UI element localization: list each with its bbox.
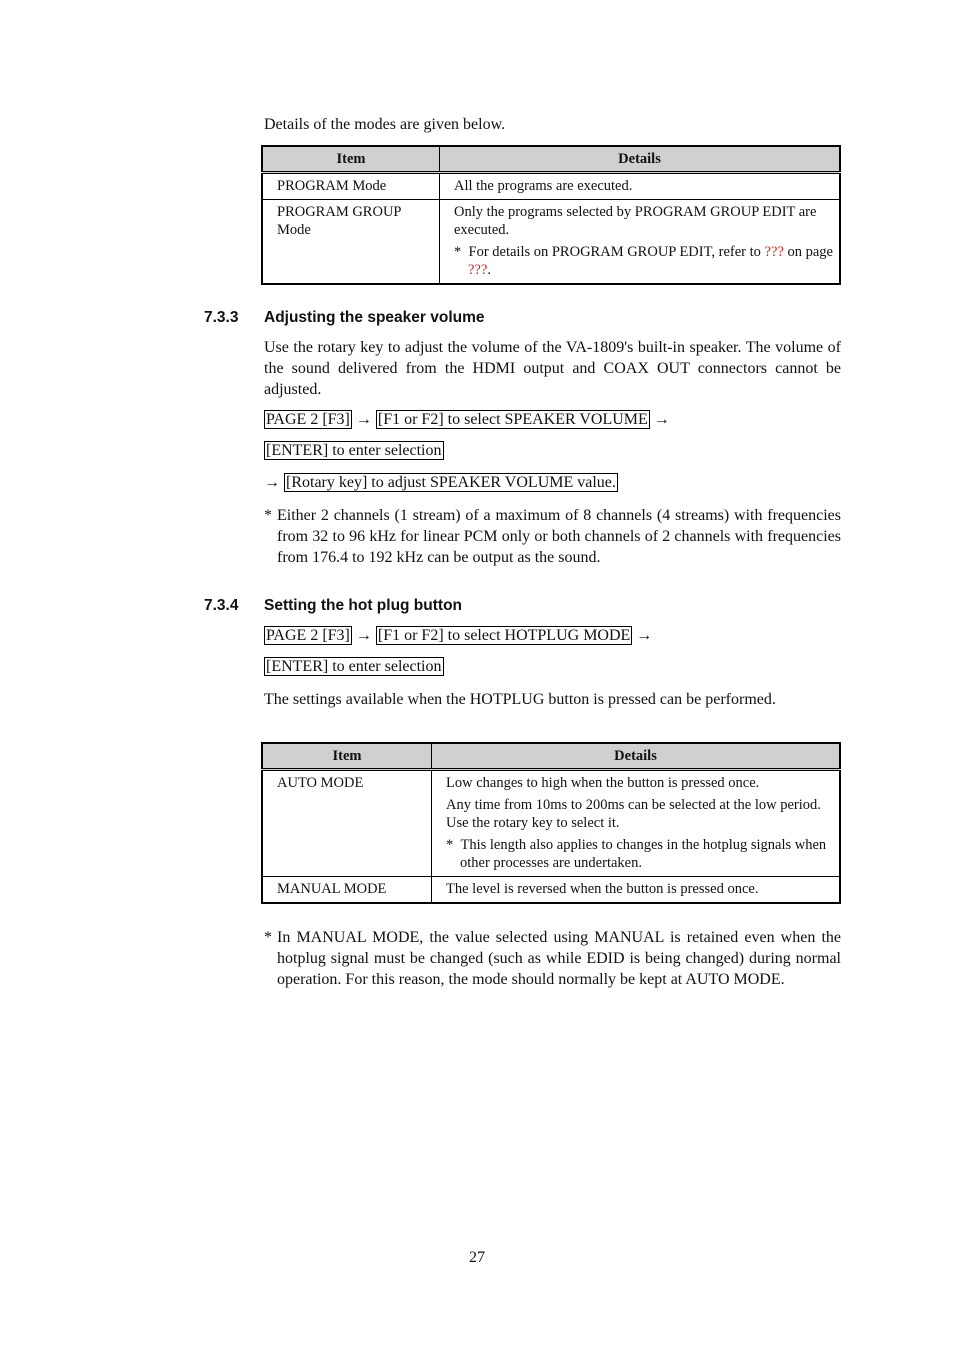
key-box: PAGE 2 [F3] — [266, 411, 350, 428]
detail-line: Low changes to high when the button is pressed once. — [446, 775, 760, 791]
note-star: * — [446, 837, 454, 853]
missing-ref: ??? — [764, 244, 784, 260]
section-heading-7-3-3 — [0, 308, 954, 328]
table-header-row — [262, 146, 840, 173]
column-header-item: Item — [262, 743, 432, 770]
note-text-mid: on page — [783, 244, 833, 260]
detail-note — [446, 836, 833, 872]
detail-line: Any time from 10ms to 200ms can be selected at the low period. Use the rotary key to select it. — [446, 797, 821, 831]
row-details — [432, 877, 841, 904]
detail-note — [454, 243, 833, 279]
note-star: * — [264, 929, 272, 946]
key-sequence-line — [264, 626, 656, 646]
table-row — [262, 173, 840, 200]
key-sequence-line — [264, 473, 618, 493]
key-box: [ENTER] to enter selection — [266, 658, 442, 675]
arrow-icon: → — [264, 474, 280, 491]
key-sequence-line — [264, 441, 444, 461]
detail-line: Only the programs selected by PROGRAM GROUP EDIT are executed. — [454, 204, 817, 238]
modes-table — [261, 145, 841, 285]
intro-text: Details of the modes are given below. — [264, 116, 506, 133]
key-box: [ENTER] to enter selection — [266, 442, 442, 459]
table-row — [262, 200, 840, 285]
note-star: * — [454, 244, 462, 260]
row-item: PROGRAM Mode — [262, 173, 440, 200]
column-header-details: Details — [432, 743, 841, 770]
hotplug-paragraph: The settings available when the HOTPLUG button is pressed can be performed. — [264, 691, 776, 708]
row-item: PROGRAM GROUP Mode — [262, 200, 440, 285]
detail-line: All the programs are executed. — [454, 178, 633, 194]
section-heading-7-3-4 — [0, 596, 954, 616]
table-row — [262, 770, 840, 877]
speaker-volume-paragraph: Use the rotary key to adjust the volume of the VA-1809's built-in speaker. The volume of the sound delivered from the HDMI output and COAX OUT connectors cannot be adjusted. — [264, 339, 841, 398]
row-details — [440, 173, 841, 200]
key-box: [F1 or F2] to select HOTPLUG MODE — [377, 627, 631, 644]
key-sequence-line — [264, 657, 444, 677]
key-box: [F1 or F2] to select SPEAKER VOLUME — [377, 411, 648, 428]
note-star: * — [264, 507, 272, 524]
key-box: [Rotary key] to adjust SPEAKER VOLUME value. — [286, 474, 616, 491]
note-text-pre: For details on PROGRAM GROUP EDIT, refer to — [468, 244, 765, 260]
column-header-item: Item — [262, 146, 440, 173]
detail-line: The level is reversed when the button is pressed once. — [446, 881, 759, 897]
row-item: MANUAL MODE — [262, 877, 432, 904]
table-row — [262, 877, 840, 904]
table-header-row — [262, 743, 840, 770]
section-title: Adjusting the speaker volume — [264, 309, 485, 326]
row-item: AUTO MODE — [262, 770, 432, 877]
manual-mode-footnote — [264, 927, 841, 990]
arrow-icon: → — [355, 411, 372, 428]
column-header-details: Details — [440, 146, 841, 173]
note-text: Either 2 channels (1 stream) of a maximum of 8 channels (4 streams) with frequencies from 32 to 96 kHz for linear PCM only or both channels of 2 channels with frequencies from 176.4 to 192 kHz can be output as the sound. — [277, 507, 841, 566]
arrow-icon: → — [653, 411, 670, 428]
note-text: This length also applies to changes in the hotplug signals when other processes are undertaken. — [460, 837, 827, 871]
row-details — [440, 200, 841, 285]
arrow-icon: → — [355, 627, 372, 644]
note-text-post: . — [487, 262, 491, 278]
section-number: 7.3.3 — [204, 309, 239, 326]
note-text: In MANUAL MODE, the value selected using MANUAL is retained even when the hotplug signal must be changed (such as while EDID is being changed) during normal operation. For this reason, the mode should normally be kept at AUTO MODE. — [277, 929, 841, 988]
key-sequence-line — [264, 410, 674, 430]
row-details — [432, 770, 841, 877]
page-number: 27 — [469, 1249, 485, 1266]
arrow-icon: → — [636, 627, 653, 644]
missing-page-ref: ??? — [468, 262, 488, 278]
speaker-volume-note — [264, 505, 841, 568]
key-box: PAGE 2 [F3] — [266, 627, 350, 644]
section-title: Setting the hot plug button — [264, 597, 463, 614]
hotplug-table — [261, 742, 841, 904]
section-number: 7.3.4 — [204, 597, 239, 614]
